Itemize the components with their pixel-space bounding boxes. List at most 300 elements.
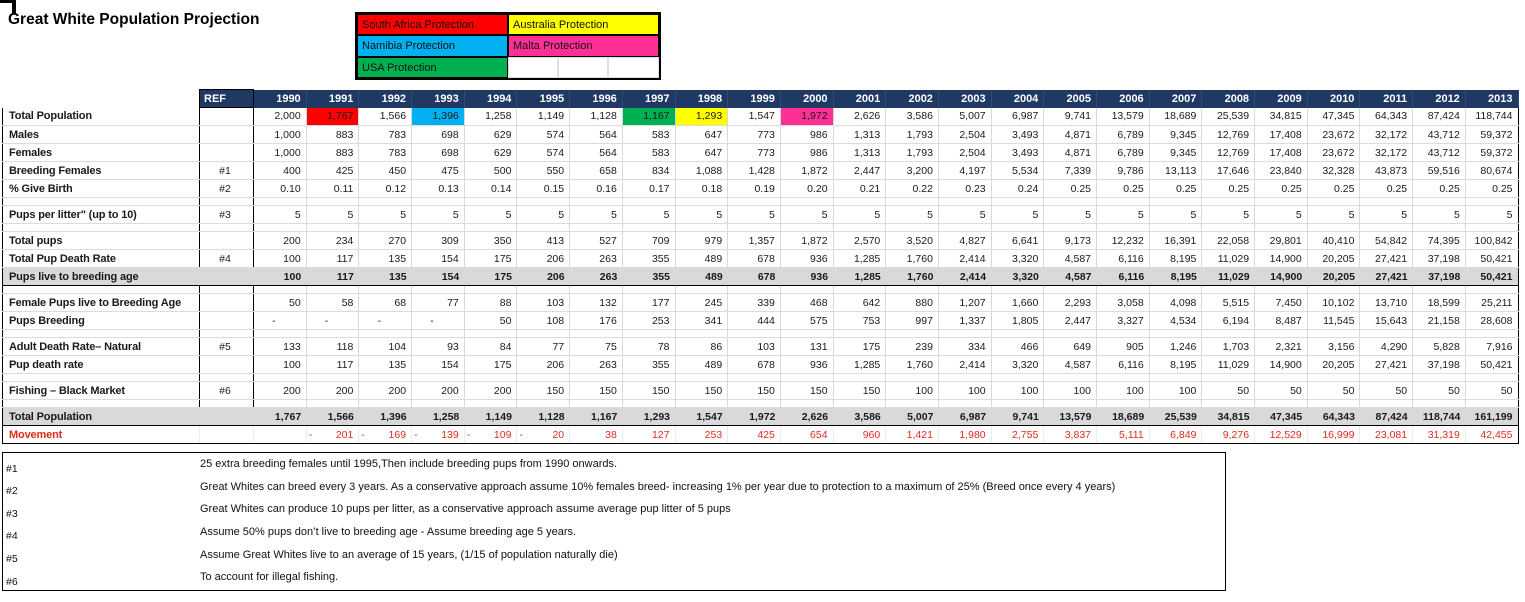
- cell[interactable]: 0.12: [359, 180, 412, 198]
- row-label[interactable]: Total Population: [3, 408, 200, 426]
- spacer-cell[interactable]: [991, 374, 1044, 382]
- cell[interactable]: 154: [412, 250, 465, 268]
- footnote-text[interactable]: Assume 50% pups don’t live to breeding age - Assume breeding age 5 years.: [200, 526, 577, 539]
- cell[interactable]: 350: [464, 232, 517, 250]
- cell[interactable]: 960: [833, 426, 886, 444]
- spacer-cell[interactable]: [780, 400, 833, 408]
- cell[interactable]: 3,493: [991, 126, 1044, 144]
- cell[interactable]: 7,450: [1255, 294, 1308, 312]
- cell[interactable]: 200: [306, 382, 359, 400]
- cell[interactable]: 75: [570, 338, 623, 356]
- cell[interactable]: 564: [570, 126, 623, 144]
- cell[interactable]: 1,760: [886, 356, 939, 374]
- spacer-cell[interactable]: [517, 224, 570, 232]
- cell[interactable]: 0.25: [1255, 180, 1308, 198]
- cell[interactable]: 355: [622, 250, 675, 268]
- cell[interactable]: 5: [1360, 206, 1413, 224]
- cell[interactable]: 1,428: [728, 162, 781, 180]
- spacer-cell[interactable]: [464, 330, 517, 338]
- spacer-label-cell[interactable]: [3, 374, 200, 382]
- cell[interactable]: 425: [728, 426, 781, 444]
- cell[interactable]: 131: [780, 338, 833, 356]
- cell[interactable]: 77: [517, 338, 570, 356]
- spacer-cell[interactable]: [1307, 374, 1360, 382]
- cell[interactable]: 6,116: [1097, 268, 1150, 286]
- spacer-cell[interactable]: [517, 198, 570, 206]
- spacer-cell[interactable]: [675, 400, 728, 408]
- cell[interactable]: 88: [464, 294, 517, 312]
- cell[interactable]: 150: [622, 382, 675, 400]
- year-header[interactable]: 1998: [675, 90, 728, 108]
- spacer-cell[interactable]: [675, 286, 728, 294]
- cell[interactable]: 355: [622, 268, 675, 286]
- cell[interactable]: 263: [570, 268, 623, 286]
- spacer-cell[interactable]: [886, 400, 939, 408]
- cell[interactable]: 80,674: [1465, 162, 1518, 180]
- cell[interactable]: 1,128: [517, 408, 570, 426]
- cell[interactable]: 103: [517, 294, 570, 312]
- cell[interactable]: 649: [1044, 338, 1097, 356]
- cell[interactable]: 1,313: [833, 144, 886, 162]
- cell[interactable]: 883: [306, 126, 359, 144]
- spacer-cell[interactable]: [833, 286, 886, 294]
- legend-cell[interactable]: South Africa Protection: [357, 14, 508, 35]
- spacer-cell[interactable]: [1360, 374, 1413, 382]
- cell[interactable]: 2,293: [1044, 294, 1097, 312]
- spacer-cell[interactable]: [991, 224, 1044, 232]
- cell[interactable]: 16,999: [1307, 426, 1360, 444]
- cell[interactable]: 2,570: [833, 232, 886, 250]
- cell[interactable]: 17,408: [1255, 126, 1308, 144]
- cell[interactable]: 3,156: [1307, 338, 1360, 356]
- cell[interactable]: 11,545: [1307, 312, 1360, 330]
- spacer-cell[interactable]: [886, 330, 939, 338]
- cell[interactable]: 150: [570, 382, 623, 400]
- cell[interactable]: 12,529: [1255, 426, 1308, 444]
- cell[interactable]: 1,293: [622, 408, 675, 426]
- cell[interactable]: 2,504: [938, 144, 991, 162]
- spacer-cell[interactable]: [675, 224, 728, 232]
- cell[interactable]: 175: [833, 338, 886, 356]
- spacer-cell[interactable]: [359, 374, 412, 382]
- cell[interactable]: 413: [517, 232, 570, 250]
- footnote-text[interactable]: To account for illegal fishing.: [200, 571, 339, 584]
- cell[interactable]: 150: [833, 382, 886, 400]
- cell[interactable]: 150: [675, 382, 728, 400]
- cell[interactable]: 5: [359, 206, 412, 224]
- cell[interactable]: 100: [938, 382, 991, 400]
- spacer-cell[interactable]: [1097, 286, 1150, 294]
- spacer-cell[interactable]: [306, 374, 359, 382]
- spacer-cell[interactable]: [359, 286, 412, 294]
- row-label[interactable]: Pups per litter" (up to 10): [3, 206, 200, 224]
- cell[interactable]: 25,211: [1465, 294, 1518, 312]
- cell[interactable]: 117: [306, 268, 359, 286]
- cell[interactable]: 18,689: [1097, 408, 1150, 426]
- spacer-cell[interactable]: [1360, 286, 1413, 294]
- spacer-cell[interactable]: [1202, 224, 1255, 232]
- spacer-cell[interactable]: [517, 286, 570, 294]
- cell[interactable]: 1,703: [1202, 338, 1255, 356]
- cell[interactable]: 117: [306, 250, 359, 268]
- cell[interactable]: 21,158: [1413, 312, 1466, 330]
- cell[interactable]: 773: [728, 126, 781, 144]
- cell[interactable]: 0.25: [1097, 180, 1150, 198]
- cell[interactable]: 6,194: [1202, 312, 1255, 330]
- cell[interactable]: 1,566: [359, 108, 412, 126]
- cell[interactable]: 0.22: [886, 180, 939, 198]
- cell[interactable]: 31,319: [1413, 426, 1466, 444]
- cell[interactable]: 2,626: [780, 408, 833, 426]
- spacer-cell[interactable]: [728, 286, 781, 294]
- cell[interactable]: 175: [464, 356, 517, 374]
- cell[interactable]: 270: [359, 232, 412, 250]
- cell[interactable]: 50: [1202, 382, 1255, 400]
- spacer-cell[interactable]: [1307, 198, 1360, 206]
- cell[interactable]: 5: [517, 206, 570, 224]
- spacer-label-cell[interactable]: [3, 224, 200, 232]
- spacer-cell[interactable]: [1097, 198, 1150, 206]
- cell[interactable]: 200: [464, 382, 517, 400]
- year-header[interactable]: 1996: [570, 90, 623, 108]
- cell[interactable]: 28,608: [1465, 312, 1518, 330]
- cell[interactable]: - 201: [306, 426, 359, 444]
- cell[interactable]: -: [412, 312, 465, 330]
- cell[interactable]: 5: [412, 206, 465, 224]
- legend-empty-cell[interactable]: [508, 57, 558, 78]
- cell[interactable]: 12,769: [1202, 126, 1255, 144]
- row-ref[interactable]: [200, 294, 254, 312]
- year-header[interactable]: 2005: [1044, 90, 1097, 108]
- row-ref[interactable]: [200, 232, 254, 250]
- cell[interactable]: 647: [675, 126, 728, 144]
- year-header[interactable]: 1997: [622, 90, 675, 108]
- cell[interactable]: 1,207: [938, 294, 991, 312]
- header-corner-cell[interactable]: [3, 90, 200, 108]
- cell[interactable]: 574: [517, 144, 570, 162]
- spacer-cell[interactable]: [1149, 224, 1202, 232]
- year-header[interactable]: 2011: [1360, 90, 1413, 108]
- spacer-cell[interactable]: [254, 198, 307, 206]
- cell[interactable]: 3,586: [886, 108, 939, 126]
- spacer-cell[interactable]: [464, 286, 517, 294]
- spacer-cell[interactable]: [1360, 330, 1413, 338]
- cell[interactable]: 27,421: [1360, 268, 1413, 286]
- cell[interactable]: 527: [570, 232, 623, 250]
- spacer-cell[interactable]: [991, 286, 1044, 294]
- spacer-cell[interactable]: [1044, 224, 1097, 232]
- cell[interactable]: 59,372: [1465, 126, 1518, 144]
- cell[interactable]: 1,972: [780, 108, 833, 126]
- spacer-cell[interactable]: [780, 374, 833, 382]
- cell[interactable]: 5,007: [938, 108, 991, 126]
- spacer-cell[interactable]: [570, 374, 623, 382]
- spacer-cell[interactable]: [254, 374, 307, 382]
- cell[interactable]: 100: [991, 382, 1044, 400]
- cell[interactable]: 104: [359, 338, 412, 356]
- spacer-cell[interactable]: [1413, 224, 1466, 232]
- cell[interactable]: 263: [570, 250, 623, 268]
- cell[interactable]: 6,789: [1097, 126, 1150, 144]
- cell[interactable]: 8,195: [1149, 268, 1202, 286]
- spacer-cell[interactable]: [1307, 224, 1360, 232]
- row-label[interactable]: Pups Breeding: [3, 312, 200, 330]
- footnote-ref[interactable]: #2: [6, 485, 18, 498]
- row-label[interactable]: Female Pups live to Breeding Age: [3, 294, 200, 312]
- ref-column-header[interactable]: REF: [200, 90, 254, 108]
- footnote-ref[interactable]: #5: [6, 552, 18, 565]
- cell[interactable]: 0.25: [1149, 180, 1202, 198]
- cell[interactable]: 936: [780, 268, 833, 286]
- cell[interactable]: 135: [359, 356, 412, 374]
- cell[interactable]: 1,760: [886, 250, 939, 268]
- cell[interactable]: 1,396: [359, 408, 412, 426]
- cell[interactable]: 59,516: [1413, 162, 1466, 180]
- cell[interactable]: 13,579: [1097, 108, 1150, 126]
- cell[interactable]: 37,198: [1413, 250, 1466, 268]
- cell[interactable]: 84: [464, 338, 517, 356]
- spacer-cell[interactable]: [1097, 400, 1150, 408]
- cell[interactable]: 986: [780, 126, 833, 144]
- cell[interactable]: 5: [675, 206, 728, 224]
- cell[interactable]: 20,205: [1307, 250, 1360, 268]
- cell[interactable]: 1,805: [991, 312, 1044, 330]
- cell[interactable]: - 139: [412, 426, 465, 444]
- spacer-cell[interactable]: [1413, 286, 1466, 294]
- cell[interactable]: 64,343: [1360, 108, 1413, 126]
- cell[interactable]: 13,113: [1149, 162, 1202, 180]
- spacer-cell[interactable]: [306, 224, 359, 232]
- cell[interactable]: 936: [780, 356, 833, 374]
- cell[interactable]: 23,672: [1307, 144, 1360, 162]
- cell[interactable]: 698: [412, 126, 465, 144]
- spacer-label-cell[interactable]: [3, 330, 200, 338]
- spacer-cell[interactable]: [306, 330, 359, 338]
- spacer-ref-cell[interactable]: [200, 374, 254, 382]
- cell[interactable]: 5,515: [1202, 294, 1255, 312]
- spacer-cell[interactable]: [991, 330, 1044, 338]
- cell[interactable]: 0.25: [1465, 180, 1518, 198]
- spacer-cell[interactable]: [570, 198, 623, 206]
- cell[interactable]: 339: [728, 294, 781, 312]
- spacer-cell[interactable]: [464, 374, 517, 382]
- spacer-cell[interactable]: [622, 286, 675, 294]
- cell[interactable]: 489: [675, 356, 728, 374]
- spacer-cell[interactable]: [517, 400, 570, 408]
- cell[interactable]: 25,539: [1202, 108, 1255, 126]
- spacer-ref-cell[interactable]: [200, 198, 254, 206]
- cell[interactable]: 32,172: [1360, 144, 1413, 162]
- cell[interactable]: 9,786: [1097, 162, 1150, 180]
- cell[interactable]: 176: [570, 312, 623, 330]
- cell[interactable]: 997: [886, 312, 939, 330]
- cell[interactable]: 3,320: [991, 250, 1044, 268]
- spacer-cell[interactable]: [622, 400, 675, 408]
- cell[interactable]: 1,793: [886, 144, 939, 162]
- cell[interactable]: 9,276: [1202, 426, 1255, 444]
- row-ref[interactable]: [200, 144, 254, 162]
- cell[interactable]: 2,447: [833, 162, 886, 180]
- cell[interactable]: 38: [570, 426, 623, 444]
- spacer-cell[interactable]: [780, 330, 833, 338]
- cell[interactable]: 132: [570, 294, 623, 312]
- cell[interactable]: 200: [254, 232, 307, 250]
- year-header[interactable]: 2004: [991, 90, 1044, 108]
- cell[interactable]: 1,872: [780, 232, 833, 250]
- cell[interactable]: 47,345: [1307, 108, 1360, 126]
- cell[interactable]: 1,767: [254, 408, 307, 426]
- cell[interactable]: 3,320: [991, 268, 1044, 286]
- cell[interactable]: 100: [1149, 382, 1202, 400]
- cell[interactable]: 20,205: [1307, 356, 1360, 374]
- cell[interactable]: 400: [254, 162, 307, 180]
- cell[interactable]: 135: [359, 268, 412, 286]
- cell[interactable]: 9,741: [1044, 108, 1097, 126]
- cell[interactable]: 783: [359, 126, 412, 144]
- cell[interactable]: 355: [622, 356, 675, 374]
- cell[interactable]: 550: [517, 162, 570, 180]
- spacer-cell[interactable]: [1255, 198, 1308, 206]
- cell[interactable]: 678: [728, 356, 781, 374]
- cell[interactable]: 43,712: [1413, 126, 1466, 144]
- spacer-cell[interactable]: [886, 198, 939, 206]
- cell[interactable]: 2,414: [938, 356, 991, 374]
- cell[interactable]: 1,396: [412, 108, 465, 126]
- cell[interactable]: 3,200: [886, 162, 939, 180]
- row-label[interactable]: Total pups: [3, 232, 200, 250]
- cell[interactable]: 4,827: [938, 232, 991, 250]
- cell[interactable]: 0.25: [1202, 180, 1255, 198]
- spacer-cell[interactable]: [1307, 330, 1360, 338]
- year-header[interactable]: 2006: [1097, 90, 1150, 108]
- cell[interactable]: 1,246: [1149, 338, 1202, 356]
- cell[interactable]: 489: [675, 268, 728, 286]
- spacer-cell[interactable]: [254, 286, 307, 294]
- spacer-cell[interactable]: [517, 330, 570, 338]
- spacer-cell[interactable]: [938, 198, 991, 206]
- cell[interactable]: 6,116: [1097, 250, 1150, 268]
- spacer-cell[interactable]: [412, 374, 465, 382]
- cell[interactable]: 58: [306, 294, 359, 312]
- cell[interactable]: 133: [254, 338, 307, 356]
- cell[interactable]: 5: [991, 206, 1044, 224]
- cell[interactable]: 1,285: [833, 268, 886, 286]
- cell[interactable]: 253: [622, 312, 675, 330]
- spacer-cell[interactable]: [938, 374, 991, 382]
- spacer-cell[interactable]: [833, 374, 886, 382]
- cell[interactable]: 678: [728, 250, 781, 268]
- cell[interactable]: 135: [359, 250, 412, 268]
- cell[interactable]: 1,760: [886, 268, 939, 286]
- cell[interactable]: 100: [1044, 382, 1097, 400]
- cell[interactable]: 5: [1044, 206, 1097, 224]
- cell[interactable]: 5: [1202, 206, 1255, 224]
- cell[interactable]: 206: [517, 356, 570, 374]
- year-header[interactable]: 2003: [938, 90, 991, 108]
- spacer-cell[interactable]: [622, 374, 675, 382]
- spacer-cell[interactable]: [728, 198, 781, 206]
- cell[interactable]: 489: [675, 250, 728, 268]
- spacer-cell[interactable]: [622, 330, 675, 338]
- row-ref[interactable]: [200, 126, 254, 144]
- cell[interactable]: - 109: [464, 426, 517, 444]
- cell[interactable]: 50: [254, 294, 307, 312]
- cell[interactable]: 22,058: [1202, 232, 1255, 250]
- row-ref[interactable]: [200, 426, 254, 444]
- year-header[interactable]: 2000: [780, 90, 833, 108]
- cell[interactable]: 5: [1413, 206, 1466, 224]
- spacer-cell[interactable]: [622, 198, 675, 206]
- cell[interactable]: 2,000: [254, 108, 307, 126]
- cell[interactable]: 154: [412, 356, 465, 374]
- spacer-cell[interactable]: [1149, 330, 1202, 338]
- spacer-cell[interactable]: [1149, 400, 1202, 408]
- cell[interactable]: 50: [1465, 382, 1518, 400]
- cell[interactable]: 4,587: [1044, 268, 1097, 286]
- cell[interactable]: 17,646: [1202, 162, 1255, 180]
- cell[interactable]: 709: [622, 232, 675, 250]
- spacer-cell[interactable]: [886, 374, 939, 382]
- cell[interactable]: 50: [1255, 382, 1308, 400]
- spacer-cell[interactable]: [1465, 198, 1518, 206]
- row-label[interactable]: Total Population: [3, 108, 200, 126]
- cell[interactable]: 50: [1307, 382, 1360, 400]
- spacer-cell[interactable]: [991, 400, 1044, 408]
- cell[interactable]: 9,741: [991, 408, 1044, 426]
- cell[interactable]: 100: [254, 250, 307, 268]
- spacer-cell[interactable]: [306, 198, 359, 206]
- spacer-cell[interactable]: [1465, 224, 1518, 232]
- year-header[interactable]: 1990: [254, 90, 307, 108]
- cell[interactable]: 15,643: [1360, 312, 1413, 330]
- cell[interactable]: 1,258: [412, 408, 465, 426]
- cell[interactable]: 32,328: [1307, 162, 1360, 180]
- cell[interactable]: 678: [728, 268, 781, 286]
- legend-empty-cell[interactable]: [608, 57, 659, 78]
- cell[interactable]: 1,793: [886, 126, 939, 144]
- spacer-cell[interactable]: [833, 198, 886, 206]
- cell[interactable]: 5: [254, 206, 307, 224]
- spacer-cell[interactable]: [570, 224, 623, 232]
- cell[interactable]: 5: [886, 206, 939, 224]
- cell[interactable]: 6,987: [991, 108, 1044, 126]
- spacer-cell[interactable]: [1413, 400, 1466, 408]
- cell[interactable]: -: [359, 312, 412, 330]
- cell[interactable]: - 20: [517, 426, 570, 444]
- cell[interactable]: 2,755: [991, 426, 1044, 444]
- cell[interactable]: 86: [675, 338, 728, 356]
- cell[interactable]: 5: [622, 206, 675, 224]
- cell[interactable]: 200: [359, 382, 412, 400]
- cell[interactable]: 11,029: [1202, 356, 1255, 374]
- cell[interactable]: 1,149: [464, 408, 517, 426]
- row-label[interactable]: Breeding Females: [3, 162, 200, 180]
- cell[interactable]: 905: [1097, 338, 1150, 356]
- cell[interactable]: 936: [780, 250, 833, 268]
- cell[interactable]: 74,395: [1413, 232, 1466, 250]
- cell[interactable]: 1,293: [675, 108, 728, 126]
- cell[interactable]: 161,199: [1465, 408, 1518, 426]
- year-header[interactable]: 1999: [728, 90, 781, 108]
- row-label[interactable]: Females: [3, 144, 200, 162]
- spacer-cell[interactable]: [780, 224, 833, 232]
- cell[interactable]: 309: [412, 232, 465, 250]
- cell[interactable]: 42,455: [1465, 426, 1518, 444]
- cell[interactable]: 0.16: [570, 180, 623, 198]
- spacer-cell[interactable]: [938, 286, 991, 294]
- footnote-text[interactable]: Assume Great Whites live to an average of 15 years, (1/15 of population naturally die): [200, 548, 618, 561]
- cell[interactable]: 14,900: [1255, 268, 1308, 286]
